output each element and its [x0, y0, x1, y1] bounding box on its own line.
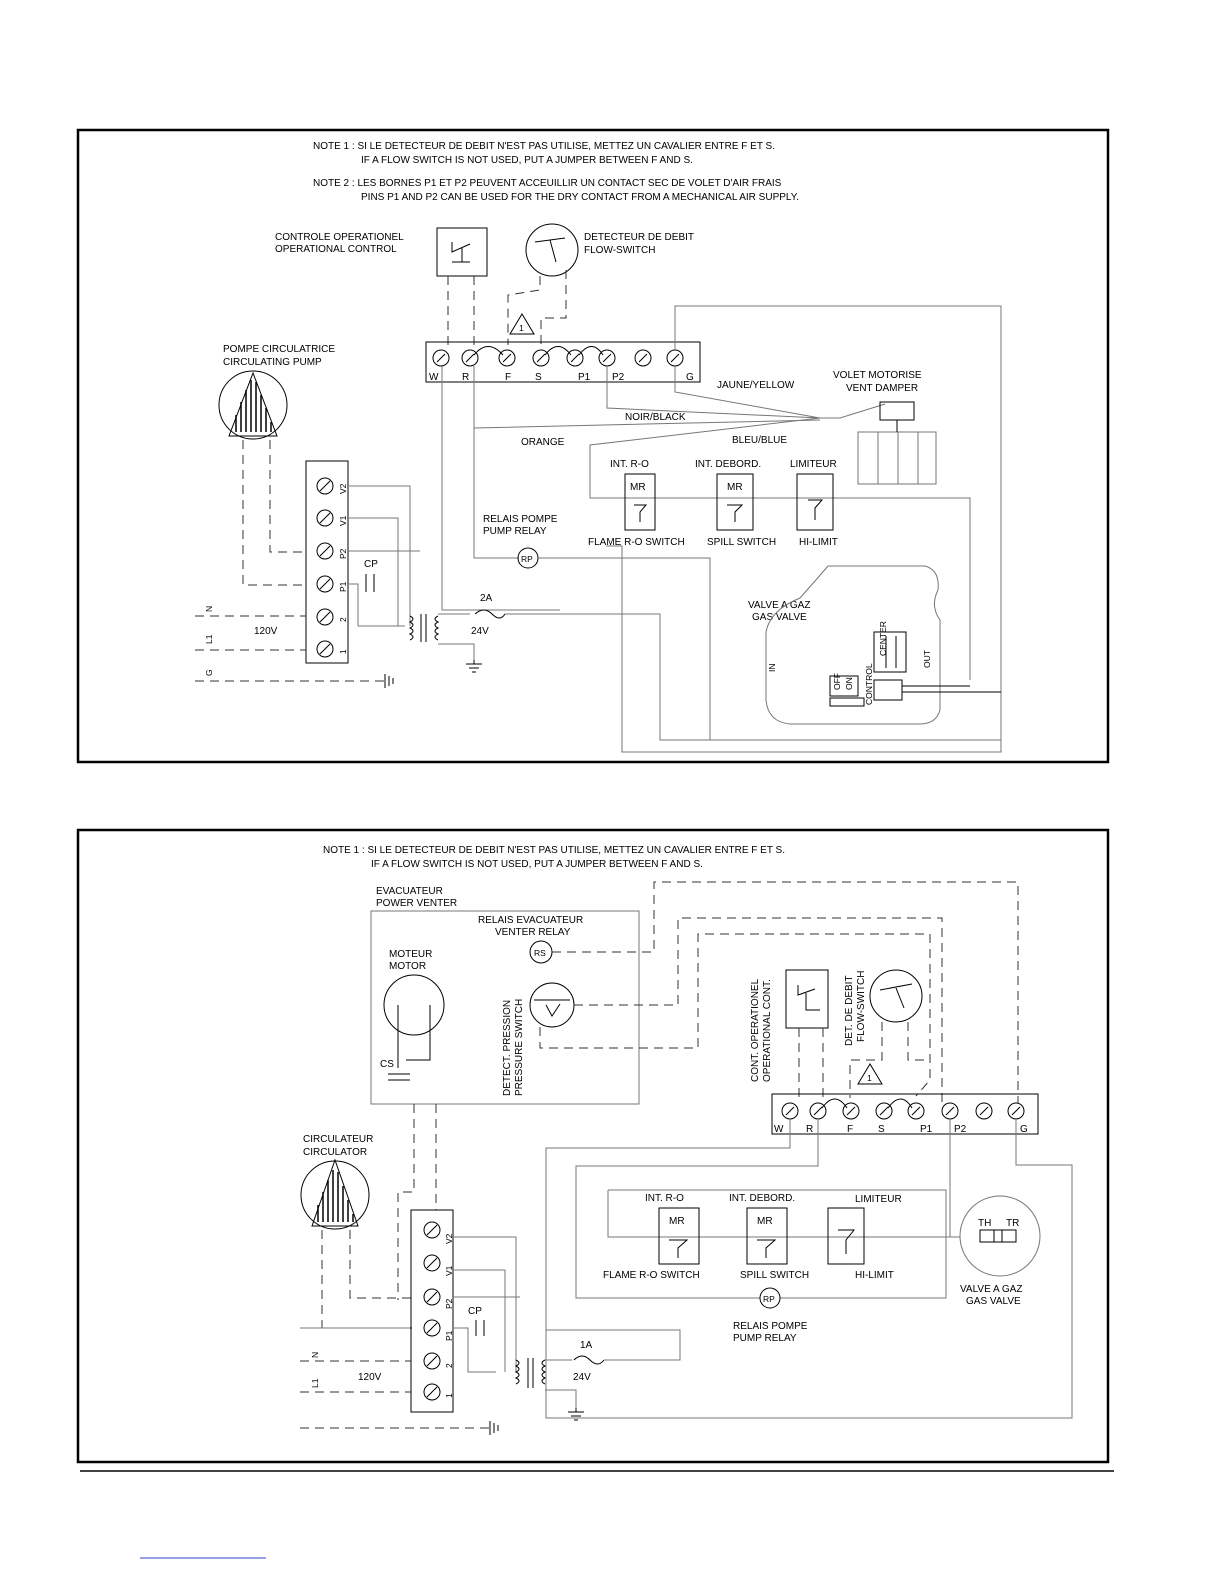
note-1-english-2: IF A FLOW SWITCH IS NOT USED, PUT A JUMPER BETWEEN F AND S.	[371, 859, 703, 870]
int-ro-2-label: INT. R-O	[645, 1193, 684, 1204]
fuse-1-icon	[475, 610, 505, 618]
vent-damper-label-fr: VOLET MOTORISE	[833, 370, 922, 381]
fuse-2-icon	[574, 1356, 604, 1364]
note-1-french-2: NOTE 1 : SI LE DETECTEUR DE DEBIT N'EST PAS UTILISE, METTEZ UN CAVALIER ENTRE F ET S.	[323, 845, 785, 856]
pump-2-terminal-1: 1	[444, 1393, 454, 1398]
pump-terminal-block-2	[411, 1210, 454, 1412]
circulator-pump-icon	[301, 1160, 369, 1229]
transformer-2-icon	[516, 1358, 545, 1388]
gas-valve-tr: TR	[1006, 1218, 1020, 1229]
spill-switch-2-icon	[747, 1208, 787, 1264]
pump-2-terminal-P2: P2	[444, 1298, 454, 1309]
pump-terminal-block-1	[306, 461, 348, 663]
pump-2-terminal-P1: P1	[444, 1330, 454, 1341]
flow-switch-2-icon	[870, 970, 922, 1022]
pump-terminal-P1: P1	[338, 581, 348, 592]
cp-label-2: CP	[468, 1306, 482, 1317]
op-cont-label-en: OPERATIONAL CONT.	[762, 979, 773, 1082]
diagram-2-frame	[78, 830, 1108, 1462]
flow-switch-label-en: FLOW-SWITCH	[584, 245, 656, 256]
gas-valve-center: CENTER	[878, 621, 888, 656]
operational-control-icon	[437, 228, 487, 276]
line-N-2: N	[310, 1351, 320, 1358]
transformer-voltage-2: 24V	[573, 1372, 591, 1383]
op-control-label-fr: CONTROLE OPERATIONEL	[275, 232, 404, 243]
supply-voltage-1: 120V	[254, 626, 278, 637]
vent-damper-label-en: VENT DAMPER	[846, 383, 919, 394]
warning-mark-1: 1	[519, 323, 524, 333]
gas-valve-2-label-en: GAS VALVE	[966, 1296, 1021, 1307]
flow-switch-label-fr: DETECTEUR DE DEBIT	[584, 232, 695, 243]
circulator-label-fr: CIRCULATEUR	[303, 1134, 374, 1145]
chassis-ground-2-icon	[490, 1421, 498, 1435]
terminal-S: S	[535, 372, 542, 383]
flame-ro-switch-2-icon	[659, 1208, 699, 1264]
gas-valve-1-icon	[766, 566, 940, 724]
op-cont-label-fr: CONT. OPERATIONEL	[750, 978, 761, 1082]
line-L1-2: L1	[310, 1378, 320, 1388]
int-debord-2-label: INT. DEBORD.	[729, 1193, 796, 1204]
pump-relay-rp-2-icon	[760, 1288, 780, 1308]
warning-mark-2: 1	[867, 1073, 872, 1083]
limiteur-2-label: LIMITEUR	[855, 1194, 902, 1205]
pump-relay-label-en: PUMP RELAY	[483, 526, 547, 537]
ground-1-icon	[466, 660, 482, 672]
pump-label-fr: POMPE CIRCULATRICE	[223, 344, 336, 355]
pump-2-terminal-V2: V2	[444, 1233, 454, 1244]
gas-valve-out: OUT	[922, 650, 932, 668]
pump-label-en: CIRCULATING PUMP	[223, 357, 322, 368]
terminal-2-W: W	[774, 1124, 784, 1135]
circulator-label-en: CIRCULATOR	[303, 1147, 368, 1158]
flow-switch-2-label-en: FLOW-SWITCH	[856, 970, 867, 1042]
venter-relay-label-en: VENTER RELAY	[495, 927, 571, 938]
hi-limit-label: HI-LIMIT	[799, 537, 838, 548]
op-control-label-en: OPERATIONAL CONTROL	[275, 244, 397, 255]
cs-label: CS	[380, 1059, 394, 1070]
note-2-english: PINS P1 AND P2 CAN BE USED FOR THE DRY CONTACT FROM A MECHANICAL AIR SUPPLY.	[361, 192, 799, 203]
flame-ro-switch-label: FLAME R-O SWITCH	[588, 537, 685, 548]
wire-black-label: NOIR/BLACK	[625, 412, 686, 423]
terminal-2-S: S	[878, 1124, 885, 1135]
transformer-voltage-1: 24V	[471, 626, 489, 637]
pump-terminal-1: 1	[338, 649, 348, 654]
motor-label-fr: MOTEUR	[389, 949, 433, 960]
terminal-F: F	[505, 372, 512, 383]
gas-valve-th: TH	[978, 1218, 992, 1229]
terminal-P2: P2	[612, 372, 625, 383]
warning-triangle-icon	[510, 314, 534, 334]
pressure-switch-icon	[530, 983, 574, 1027]
wire-blue-label: BLEU/BLUE	[732, 435, 788, 446]
pump-2-terminal-2: 2	[444, 1363, 454, 1368]
flame-ro-switch-icon	[625, 474, 655, 530]
gas-valve-label-en: GAS VALVE	[752, 612, 807, 623]
terminal-strip-1	[426, 342, 700, 383]
line-G-1: G	[204, 669, 214, 676]
transformer-1-icon	[410, 614, 438, 642]
pump-relay-2-label-fr: RELAIS POMPE	[733, 1321, 808, 1332]
pump-relay-label-fr: RELAIS POMPE	[483, 514, 558, 525]
power-venter-label-fr: EVACUATEUR	[376, 886, 443, 897]
note-1-english: IF A FLOW SWITCH IS NOT USED, PUT A JUMPER BETWEEN F AND S.	[361, 155, 693, 166]
venter-relay-rs-icon	[530, 941, 552, 963]
fuse-rating-2: 1A	[580, 1340, 593, 1351]
terminal-2-R: R	[806, 1124, 814, 1135]
flame-ro-mr-text: MR	[630, 482, 646, 493]
power-venter-label-en: POWER VENTER	[376, 898, 458, 909]
spill-switch-2-label: SPILL SWITCH	[740, 1270, 810, 1281]
int-debord-label: INT. DEBORD.	[695, 459, 762, 470]
pump-terminal-2: 2	[338, 617, 348, 622]
gas-valve-2-label-fr: VALVE A GAZ	[960, 1284, 1023, 1295]
spill-switch-icon	[717, 474, 753, 530]
hi-limit-switch-2-icon	[828, 1208, 864, 1264]
terminal-strip-2	[772, 1094, 1038, 1135]
terminal-R: R	[462, 372, 470, 383]
terminal-2-F: F	[847, 1124, 854, 1135]
pump-terminal-P2: P2	[338, 548, 348, 559]
note-1-french: NOTE 1 : SI LE DETECTEUR DE DEBIT N'EST PAS UTILISE, METTEZ UN CAVALIER ENTRE F ET S.	[313, 141, 775, 152]
cp-label-1: CP	[364, 559, 378, 570]
spill-switch-label: SPILL SWITCH	[707, 537, 777, 548]
venter-relay-label-fr: RELAIS EVACUATEUR	[478, 915, 584, 926]
terminal-2-P2: P2	[954, 1124, 967, 1135]
wire-yellow-label: JAUNE/YELLOW	[717, 380, 795, 391]
wire-orange-label: ORANGE	[521, 437, 565, 448]
diagram-1-frame	[78, 130, 1108, 762]
terminal-G: G	[686, 372, 694, 383]
flame-ro-2-mr-text: MR	[669, 1216, 685, 1227]
gas-valve-in: IN	[767, 663, 777, 672]
chassis-ground-1-icon	[385, 674, 393, 688]
gas-valve-label-fr: VALVE A GAZ	[748, 600, 811, 611]
vent-damper-icon	[858, 402, 936, 484]
flame-ro-switch-2-label: FLAME R-O SWITCH	[603, 1270, 700, 1281]
wiring-diagram-2	[78, 830, 1108, 1462]
spill-mr-text: MR	[727, 482, 743, 493]
line-N-1: N	[204, 605, 214, 612]
hi-limit-switch-icon	[797, 474, 833, 530]
circulating-pump-icon	[219, 371, 287, 439]
flow-switch-icon	[526, 224, 578, 276]
pump-relay-2-label-en: PUMP RELAY	[733, 1333, 797, 1344]
pump-2-terminal-V1: V1	[444, 1265, 454, 1276]
motor-label-en: MOTOR	[389, 961, 427, 972]
pump-terminal-V2: V2	[338, 483, 348, 494]
pump-relay-rp-icon	[518, 548, 538, 568]
limiteur-label: LIMITEUR	[790, 459, 837, 470]
gas-valve-on: ON	[844, 677, 854, 690]
rs-text: RS	[534, 948, 546, 958]
terminal-2-P1: P1	[920, 1124, 933, 1135]
gas-valve-off: OFF	[832, 673, 842, 690]
line-L1-1: L1	[204, 634, 214, 644]
pressure-switch-label-fr: DETECT. PRESSION	[502, 999, 513, 1096]
int-ro-label: INT. R-O	[610, 459, 649, 470]
spill-2-mr-text: MR	[757, 1216, 773, 1227]
venter-motor-icon	[384, 975, 444, 1068]
terminal-P1: P1	[578, 372, 591, 383]
rp-text-2: RP	[763, 1294, 775, 1304]
flow-switch-2-label-fr: DET. DE DEBIT	[844, 975, 855, 1046]
note-2-french: NOTE 2 : LES BORNES P1 ET P2 PEUVENT ACCEUILLIR UN CONTACT SEC DE VOLET D'AIR FRAIS	[313, 178, 782, 189]
rp-text-1: RP	[521, 554, 533, 564]
fuse-rating-1: 2A	[480, 593, 493, 604]
supply-voltage-2: 120V	[358, 1372, 382, 1383]
hi-limit-2-label: HI-LIMIT	[855, 1270, 894, 1281]
pressure-switch-label-en: PRESSURE SWITCH	[514, 998, 525, 1096]
gas-valve-control: CONTROL	[864, 663, 874, 705]
gas-valve-2-icon	[960, 1196, 1040, 1276]
warning-triangle-2-icon	[858, 1064, 882, 1084]
operational-control-2-icon	[786, 970, 828, 1028]
pump-terminal-V1: V1	[338, 515, 348, 526]
terminal-W: W	[429, 372, 439, 383]
wiring-diagram-1	[78, 130, 1108, 762]
terminal-2-G: G	[1020, 1124, 1028, 1135]
